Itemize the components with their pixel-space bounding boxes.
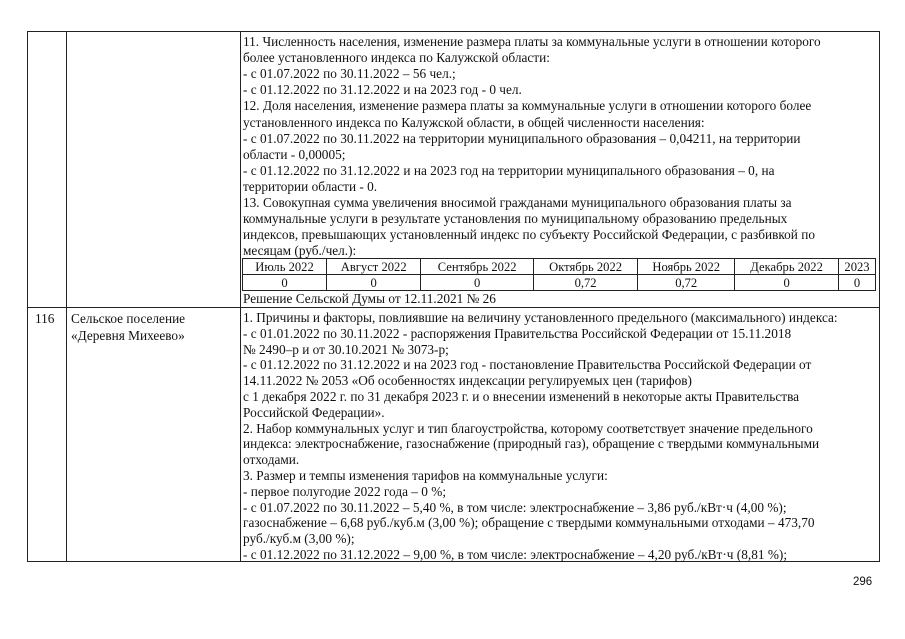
text-line: руб./куб.м (3,00 %); <box>243 531 355 547</box>
row-divider <box>28 307 879 308</box>
table-header-cell: Сентябрь 2022 <box>421 259 534 275</box>
text-line: более установленного индекса по Калужской области: <box>243 50 550 66</box>
table-value-cell: 0,72 <box>533 275 637 291</box>
text-line: - с 01.01.2022 по 30.11.2022 - распоряжения Правительства Российской Федерации от 15.11.2018 <box>243 325 792 341</box>
table-header-cell: Август 2022 <box>327 259 421 275</box>
text-line: - с 01.12.2022 по 31.12.2022 и на 2023 год - 0 чел. <box>243 82 522 98</box>
table-value-cell: 0 <box>421 275 534 291</box>
text-line: - с 01.12.2022 по 31.12.2022 и на 2023 год - постановление Правительства Российской Федерации от <box>243 357 812 373</box>
row-number: 116 <box>35 311 55 326</box>
table-value-cell: 0,72 <box>638 275 735 291</box>
page-number: 296 <box>853 576 873 588</box>
text-line: - с 01.07.2022 по 30.11.2022 – 5,40 %, в том числе: электроснабжение – 3,86 руб./кВт·ч (4,00 %); <box>243 499 787 515</box>
text-line: - с 01.12.2022 по 31.12.2022 и на 2023 год на территории муниципального образования – 0, на <box>243 162 775 178</box>
table-value-cell: 0 <box>327 275 421 291</box>
text-line: установленного индекса по Калужской области, в общей численности населения: <box>243 114 705 130</box>
table-value-row <box>243 275 876 291</box>
text-line: 3. Размер и темпы изменения тарифов на коммунальные услуги: <box>243 468 608 483</box>
text-line: месяцам (руб./чел.): <box>243 243 357 259</box>
text-line: - с 01.07.2022 по 30.11.2022 на территории муниципального образования – 0,04211, на территории <box>243 130 801 146</box>
table-header-cell: Ноябрь 2022 <box>638 259 735 275</box>
table-value-cell: 0 <box>839 275 876 291</box>
text-line: 12. Доля населения, изменение размера платы за коммунальные услуги в отношении которого более <box>243 98 812 114</box>
decision-reference: Решение Сельской Думы от 12.11.2021 № 26 <box>243 291 496 306</box>
column-divider <box>66 32 67 561</box>
text-line: - с 01.12.2022 по 31.12.2022 – 9,00 %, в том числе: электроснабжение – 4,20 руб./кВт·ч (8,81 %); <box>243 547 788 562</box>
text-line: 14.11.2022 № 2053 «Об особенностях индексации регулируемых цен (тарифов) <box>243 373 692 389</box>
table-header-cell: Июль 2022 <box>243 259 327 275</box>
text-line: газоснабжение – 6,68 руб./куб.м (3,00 %); обращение с твердыми коммунальными отходами – 473,70 <box>243 515 815 531</box>
text-line: с 1 декабря 2022 г. по 31 декабря 2023 г. и о внесении изменений в некоторые акты Правительства <box>243 389 800 404</box>
text-line: отходами. <box>243 452 300 468</box>
text-line: индекса: электроснабжение, газоснабжение (природный газ), обращение с твердыми коммунальными <box>243 436 820 452</box>
text-line: индексов, превышающих установленный индекс по субъекту Российской Федерации, с разбивкой по <box>243 227 815 243</box>
table-header-cell: 2023 <box>839 259 876 275</box>
municipality-name-line-1: Сельское поселение <box>71 311 186 326</box>
text-line: - первое полугодие 2022 года – 0 %; <box>243 483 447 499</box>
monthly-amounts-table <box>242 258 876 291</box>
table-header-cell: Октябрь 2022 <box>533 259 637 275</box>
municipality-name-line-2: «Деревня Михеево» <box>71 328 185 343</box>
text-line: области - 0,00005; <box>243 146 346 162</box>
text-line: Российской Федерации». <box>243 404 385 420</box>
text-line: 11. Численность населения, изменение размера платы за коммунальные услуги в отношении которого <box>243 34 821 49</box>
text-line: 13. Совокупная сумма увеличения вносимой гражданами муниципального образования платы за <box>243 195 792 210</box>
text-line: коммунальные услуги в результате установления по муниципальному образованию предельных <box>243 211 788 227</box>
text-line: 1. Причины и факторы, повлиявшие на величину установленного предельного (максимального) индекса: <box>243 310 838 325</box>
text-line: - с 01.07.2022 по 30.11.2022 – 56 чел.; <box>243 66 456 82</box>
column-divider <box>240 32 241 561</box>
text-line: территории области - 0. <box>243 178 378 194</box>
data-table <box>27 31 880 562</box>
text-line: № 2490–р и от 30.10.2021 № 3073-р; <box>243 341 449 357</box>
text-line: 2. Набор коммунальных услуг и тип благоустройства, которому соответствует значение предельного <box>243 420 813 436</box>
table-header-cell: Декабрь 2022 <box>735 259 839 275</box>
table-value-cell: 0 <box>735 275 839 291</box>
table-header-row <box>243 259 876 275</box>
table-value-cell: 0 <box>243 275 327 291</box>
